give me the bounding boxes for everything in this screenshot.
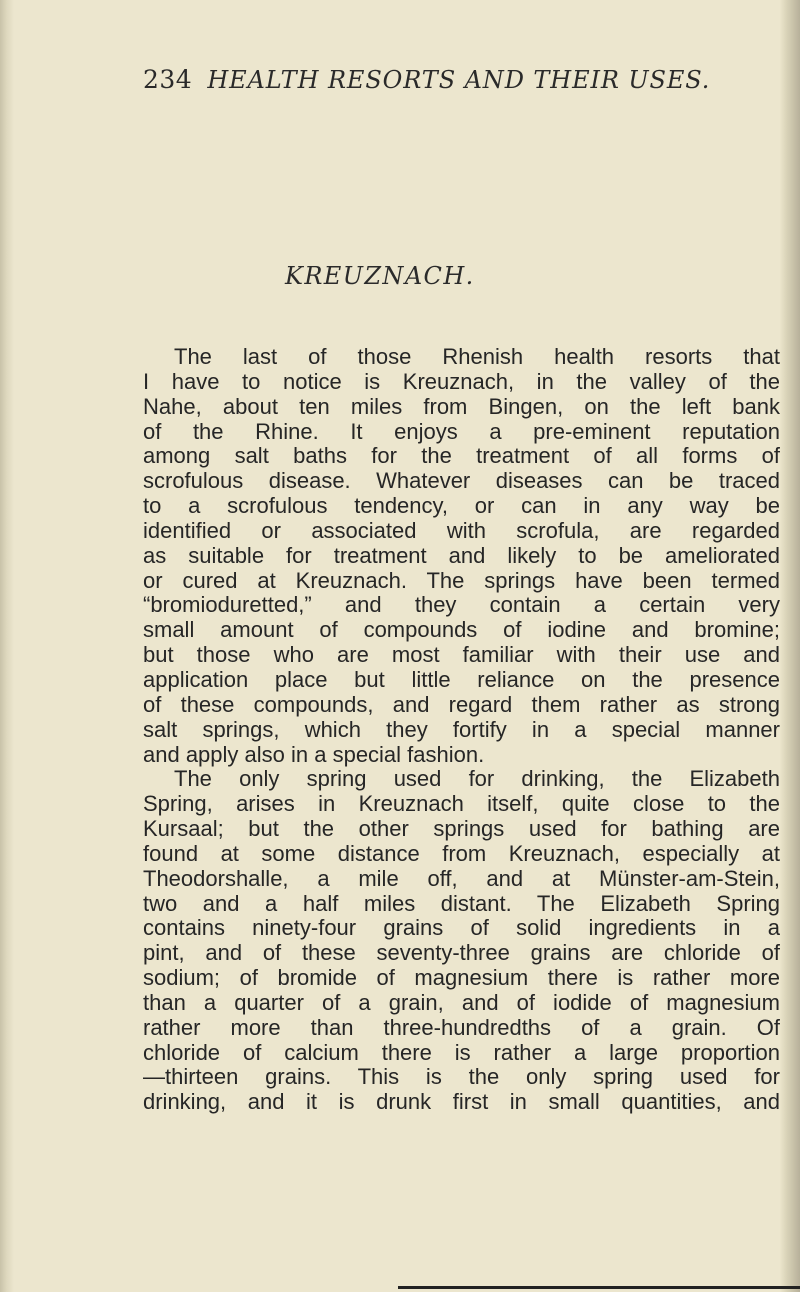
text-line: identified or associated with scrofula, are regarded — [143, 518, 780, 543]
text-line: chloride of calcium there is rather a large proportion — [143, 1040, 780, 1065]
text-line: of these compounds, and regard them rather as strong — [143, 692, 780, 717]
body-text — [143, 345, 780, 1115]
text-line: pint, and of these seventy-three grains are chloride of — [143, 941, 780, 966]
text-line: scrofulous disease. Whatever diseases can be traced — [143, 469, 780, 494]
running-title: HEALTH RESORTS AND THEIR USES. — [207, 66, 711, 94]
text-line: salt springs, which they fortify in a special manner — [143, 717, 780, 742]
text-line: Theodorshalle, a mile off, and at Münster-am-Stein, — [143, 866, 780, 891]
bottom-edge-line — [398, 1286, 800, 1289]
text-line: and apply also in a special fashion. — [143, 742, 485, 767]
text-line: drinking, and it is drunk first in small quantities, and — [143, 1090, 780, 1115]
text-line: two and a half miles distant. The Elizabeth Spring — [143, 891, 780, 916]
text-line: “bromioduretted,” and they contain a certain very — [143, 593, 780, 618]
text-line: or cured at Kreuznach. The springs have been termed — [143, 568, 780, 593]
text-line: application place but little reliance on the presence — [143, 667, 780, 692]
chapter-title: KREUZNACH. — [285, 262, 475, 290]
text-line: Spring, arises in Kreuznach itself, quite close to the — [143, 792, 780, 817]
running-head — [143, 65, 711, 101]
page-edge-shadow — [780, 0, 800, 1292]
text-line: among salt baths for the treatment of all forms of — [143, 444, 780, 469]
text-line: The only spring used for drinking, the Elizabeth — [174, 767, 780, 792]
text-line: as suitable for treatment and likely to be ameliorated — [143, 543, 780, 568]
page-gutter-shadow — [0, 0, 14, 1292]
text-line: contains ninety-four grains of solid ingredients in a — [143, 916, 780, 941]
text-line: The last of those Rhenish health resorts that — [174, 345, 780, 369]
text-line: rather more than three-hundredths of a grain. Of — [143, 1015, 780, 1040]
text-line: but those who are most familiar with their use and — [143, 643, 780, 668]
text-line: found at some distance from Kreuznach, especially at — [143, 841, 780, 866]
text-line: to a scrofulous tendency, or can in any way be — [143, 494, 780, 519]
page-number: 234 — [143, 65, 193, 94]
text-line: I have to notice is Kreuznach, in the valley of the — [143, 369, 780, 394]
text-line: than a quarter of a grain, and of iodide of magnesium — [143, 990, 780, 1015]
text-line: Nahe, about ten miles from Bingen, on the left bank — [143, 394, 780, 419]
text-line: —thirteen grains. This is the only spring used for — [143, 1065, 780, 1090]
text-line: Kursaal; but the other springs used for bathing are — [143, 817, 780, 842]
text-line: of the Rhine. It enjoys a pre-eminent reputation — [143, 419, 780, 444]
text-line: sodium; of bromide of magnesium there is rather more — [143, 966, 780, 991]
text-line: small amount of compounds of iodine and bromine; — [143, 618, 780, 643]
